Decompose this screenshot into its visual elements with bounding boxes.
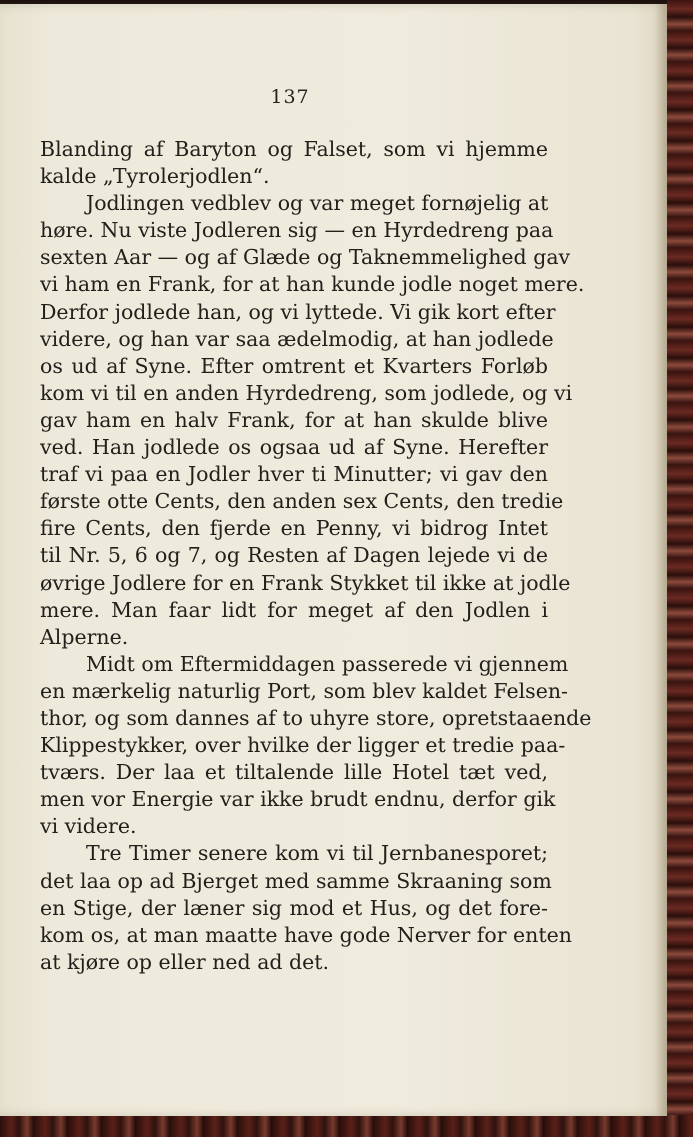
text-line: kalde „Tyrolerjodlen“. (40, 164, 270, 189)
text-line: traf vi paa en Jodler hver ti Minutter; vi gav den (40, 462, 548, 487)
text-line: første otte Cents, den anden sex Cents, den tredie (40, 489, 564, 514)
text-line: vi ham en Frank, for at han kunde jodle noget mere. (40, 272, 585, 297)
book-page (0, 4, 667, 1116)
text-line: Tre Timer senere kom vi til Jernbanesporet; (86, 841, 548, 866)
text-line: en mærkelig naturlig Port, som blev kaldet Felsen- (40, 678, 568, 703)
page-body-text (40, 136, 592, 976)
text-line: Alperne. (40, 624, 129, 649)
text-line: en Stige, der læner sig mod et Hus, og det fore- (40, 895, 548, 920)
text-line: ved. Han jodlede os ogsaa ud af Syne. Herefter (40, 435, 548, 460)
page-gutter-shadow (655, 4, 667, 1116)
text-line: høre. Nu viste Jodleren sig — en Hyrdedreng paa (40, 218, 554, 243)
text-line: kom vi til en anden Hyrdedreng, som jodlede, og vi (40, 380, 573, 405)
text-line: videre, og han var saa ædelmodig, at han jodlede (40, 326, 554, 351)
text-line: øvrige Jodlere for en Frank Stykket til ikke at jodle (40, 570, 571, 595)
text-line: gav ham en halv Frank, for at han skulde blive (40, 407, 548, 432)
book-edge-bottom (0, 1115, 693, 1137)
text-line: Klippestykker, over hvilke der ligger et tredie paa- (40, 733, 566, 758)
text-line: Midt om Eftermiddagen passerede vi gjennem (86, 651, 569, 676)
text-line: sexten Aar — og af Glæde og Taknemmelighed gav (40, 245, 571, 270)
text-line: os ud af Syne. Efter omtrent et Kvarters Forløb (40, 353, 548, 378)
text-line: Jodlingen vedblev og var meget fornøjelig at (86, 191, 549, 216)
text-line: Derfor jodlede han, og vi lyttede. Vi gik kort efter (40, 299, 556, 324)
text-line: fire Cents, den fjerde en Penny, vi bidrog Intet (40, 516, 548, 541)
text-line: men vor Energie var ikke brudt endnu, derfor gik (40, 787, 556, 812)
text-line: kom os, at man maatte have gode Nerver for enten (40, 922, 572, 947)
book-edge-right (667, 0, 693, 1137)
text-line: tværs. Der laa et tiltalende lille Hotel tæt ved, (40, 760, 548, 785)
text-line: vi videre. (40, 814, 137, 839)
text-line: det laa op ad Bjerget med samme Skraaning som (40, 868, 552, 893)
page-number: 137 (270, 86, 310, 108)
text-line: Blanding af Baryton og Falset, som vi hjemme (40, 137, 548, 161)
text-line: thor, og som dannes af to uhyre store, opretstaaende (40, 705, 592, 730)
text-line: mere. Man faar lidt for meget af den Jodlen i (40, 597, 548, 622)
text-line: til Nr. 5, 6 og 7, og Resten af Dagen lejede vi de (40, 543, 548, 568)
text-line: at kjøre op eller ned ad det. (40, 949, 330, 974)
